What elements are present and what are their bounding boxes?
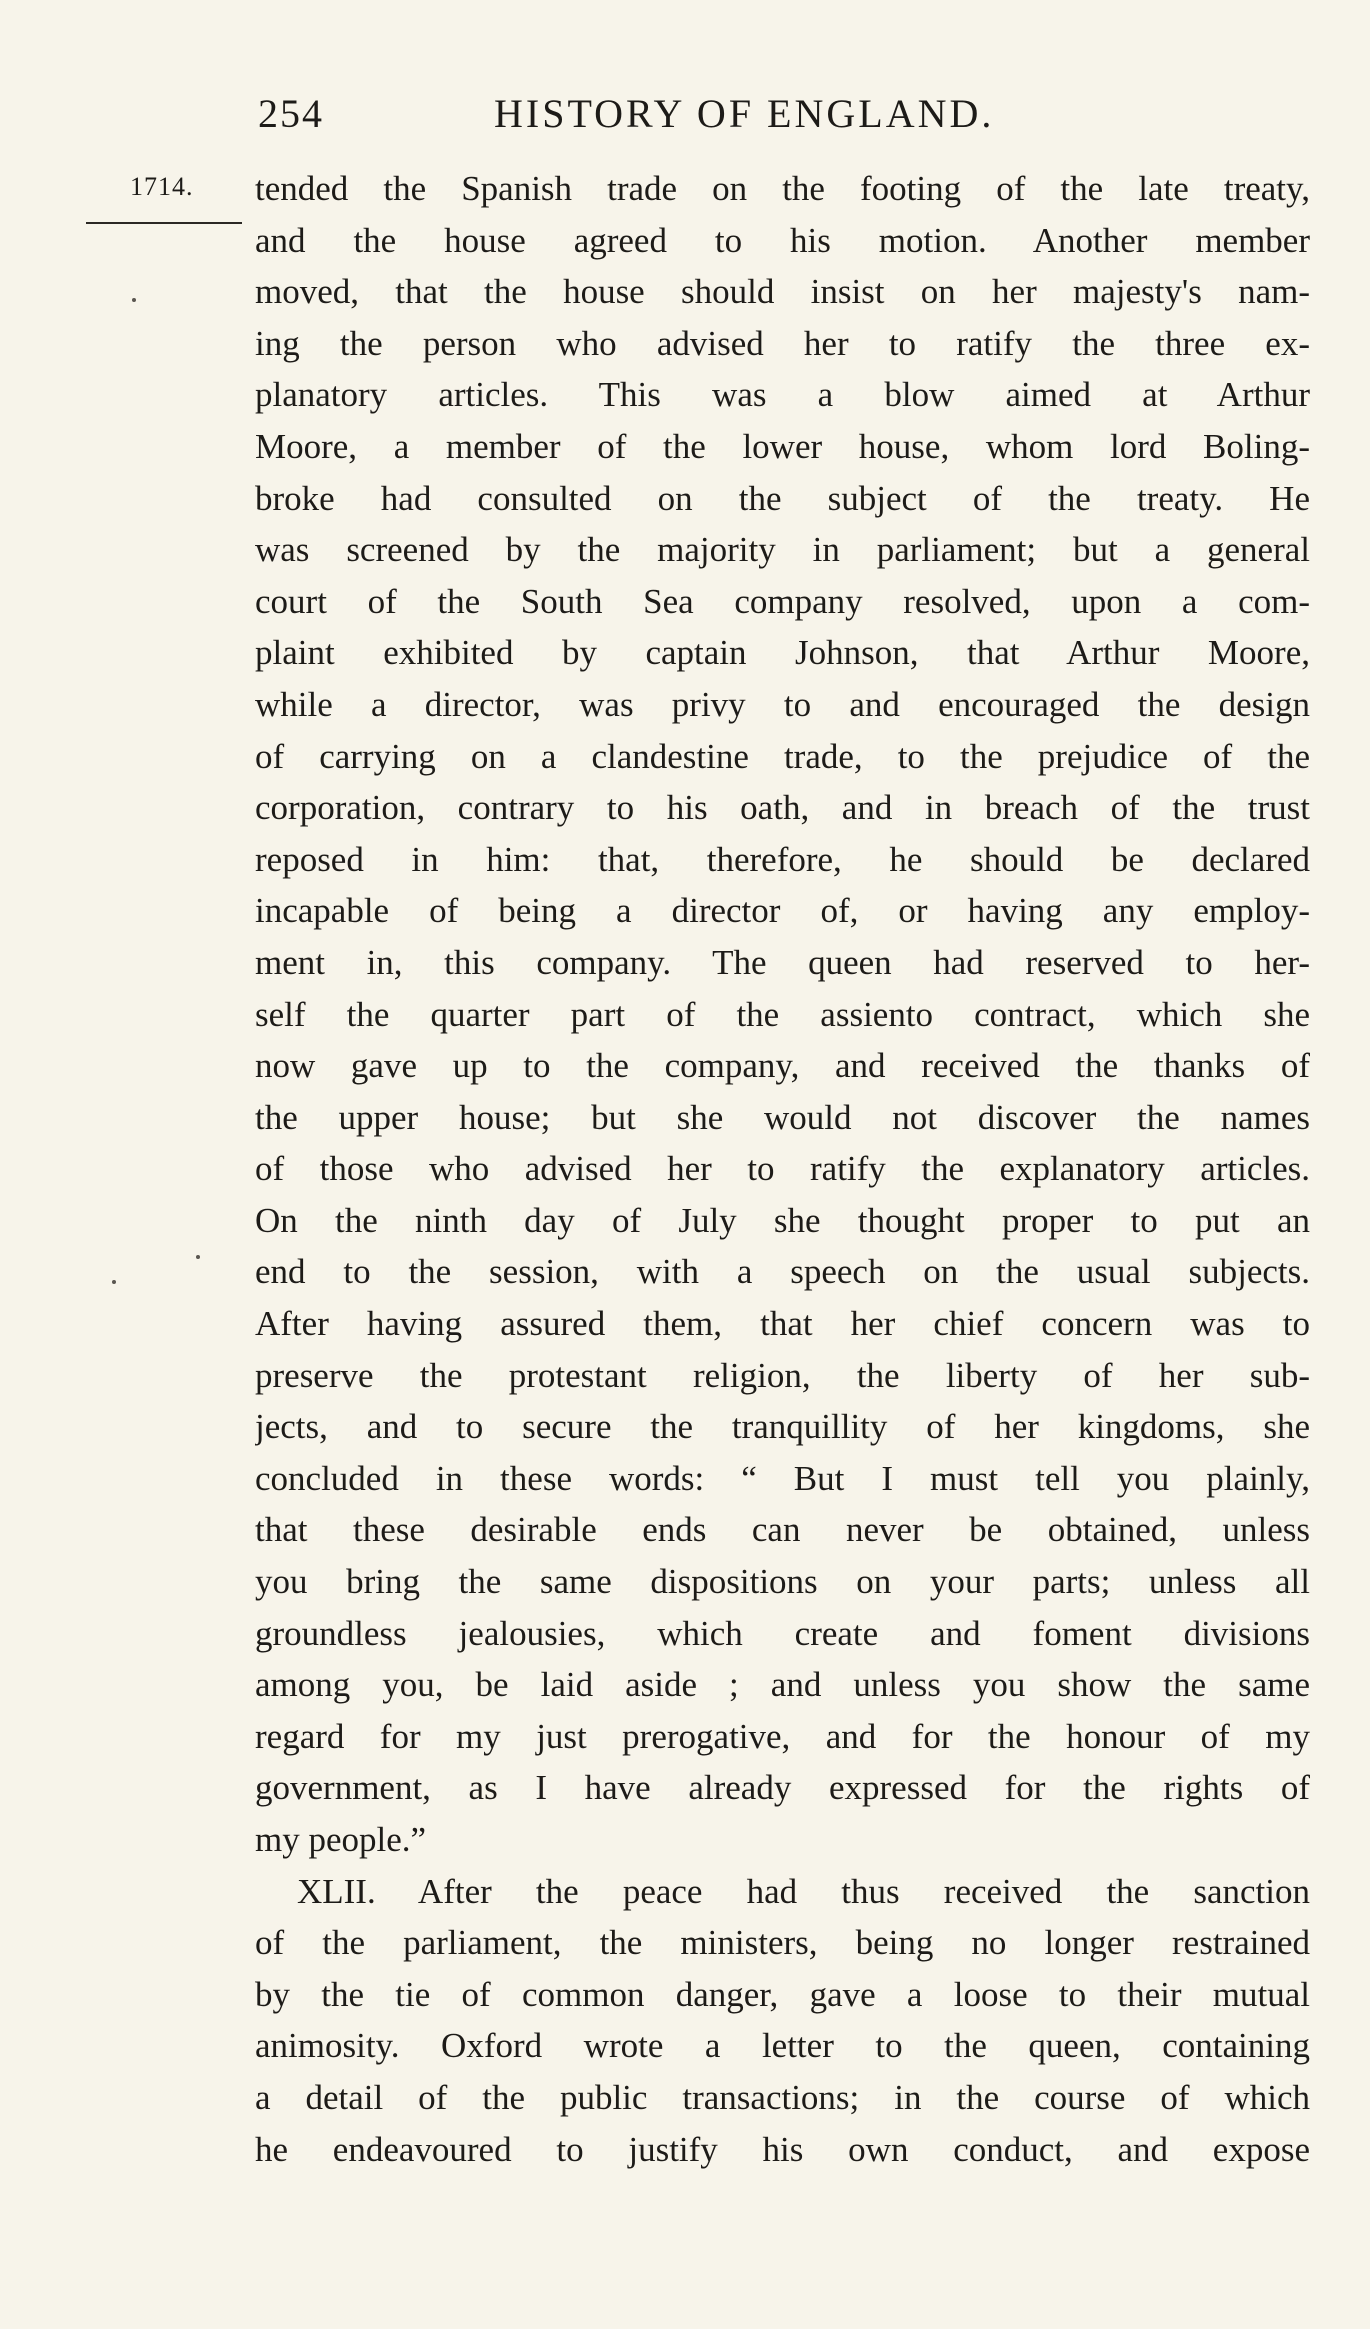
page-title: HISTORY OF ENGLAND. bbox=[494, 91, 995, 136]
text-line: and the house agreed to his motion. Another member bbox=[255, 220, 1310, 260]
text-line: now gave up to the company, and received the thanks of bbox=[255, 1046, 1310, 1086]
text-line: among you, be laid aside ; and unless you show the same bbox=[255, 1665, 1310, 1705]
text-line: reposed in him: that, therefore, he should be declared bbox=[255, 839, 1310, 879]
text-line: that these desirable ends can never be obtained, unless bbox=[255, 1510, 1310, 1550]
text-line: end to the session, with a speech on the usual subjects. bbox=[255, 1252, 1310, 1292]
text-line: incapable of being a director of, or having any employ- bbox=[255, 891, 1310, 931]
margin-year-note: 1714. bbox=[130, 172, 194, 201]
text-line: a detail of the public transactions; in the course of which bbox=[255, 2077, 1310, 2117]
margin-speck bbox=[132, 298, 136, 302]
text-line: animosity. Oxford wrote a letter to the queen, containing bbox=[255, 2026, 1310, 2066]
text-line: government, as I have already expressed for the rights of bbox=[255, 1768, 1310, 1808]
text-line: the upper house; but she would not discover the names bbox=[255, 1097, 1310, 1137]
text-line: self the quarter part of the assiento contract, which she bbox=[255, 994, 1310, 1034]
text-line: groundless jealousies, which create and foment divisions bbox=[255, 1613, 1310, 1653]
margin-speck bbox=[196, 1255, 200, 1259]
text-line: my people.” bbox=[255, 1820, 427, 1859]
text-line: After having assured them, that her chief concern was to bbox=[255, 1304, 1310, 1344]
text-line: while a director, was privy to and encouraged the design bbox=[255, 684, 1310, 724]
text-line: he endeavoured to justify his own conduct, and expose bbox=[255, 2129, 1310, 2169]
text-line: tended the Spanish trade on the footing of the late treaty, bbox=[255, 169, 1310, 208]
text-line: moved, that the house should insist on her majesty's nam- bbox=[255, 272, 1310, 312]
text-line: corporation, contrary to his oath, and in breach of the trust bbox=[255, 788, 1310, 828]
text-line: ing the person who advised her to ratify the three ex- bbox=[255, 323, 1310, 363]
text-line: plaint exhibited by captain Johnson, that Arthur Moore, bbox=[255, 633, 1310, 673]
text-line: Moore, a member of the lower house, whom lord Boling- bbox=[255, 426, 1310, 466]
text-line: broke had consulted on the subject of the treaty. He bbox=[255, 478, 1310, 518]
paragraph-start-line: XLII. After the peace had thus received the sanction bbox=[297, 1871, 1310, 1911]
text-line: ment in, this company. The queen had reserved to her- bbox=[255, 942, 1310, 982]
text-line: of those who advised her to ratify the explanatory articles. bbox=[255, 1149, 1310, 1189]
text-line: preserve the protestant religion, the liberty of her sub- bbox=[255, 1355, 1310, 1395]
text-line: jects, and to secure the tranquillity of her kingdoms, she bbox=[255, 1407, 1310, 1447]
text-line: court of the South Sea company resolved, upon a com- bbox=[255, 581, 1310, 621]
text-line: On the ninth day of July she thought proper to put an bbox=[255, 1200, 1310, 1240]
page-number: 254 bbox=[258, 91, 324, 136]
body-text bbox=[255, 163, 1310, 2175]
margin-speck bbox=[112, 1280, 116, 1284]
text-line: of the parliament, the ministers, being no longer restrained bbox=[255, 1923, 1310, 1963]
text-line: regard for my just prerogative, and for the honour of my bbox=[255, 1716, 1310, 1756]
text-line: by the tie of common danger, gave a loose to their mutual bbox=[255, 1974, 1310, 2014]
text-line: concluded in these words: “ But I must tell you plainly, bbox=[255, 1458, 1310, 1498]
text-line: was screened by the majority in parliament; but a general bbox=[255, 530, 1310, 570]
running-head bbox=[258, 80, 1078, 140]
text-line: you bring the same dispositions on your parts; unless all bbox=[255, 1562, 1310, 1602]
text-line: of carrying on a clandestine trade, to the prejudice of the bbox=[255, 736, 1310, 776]
margin-rule bbox=[86, 222, 242, 224]
text-line: planatory articles. This was a blow aimed at Arthur bbox=[255, 375, 1310, 415]
